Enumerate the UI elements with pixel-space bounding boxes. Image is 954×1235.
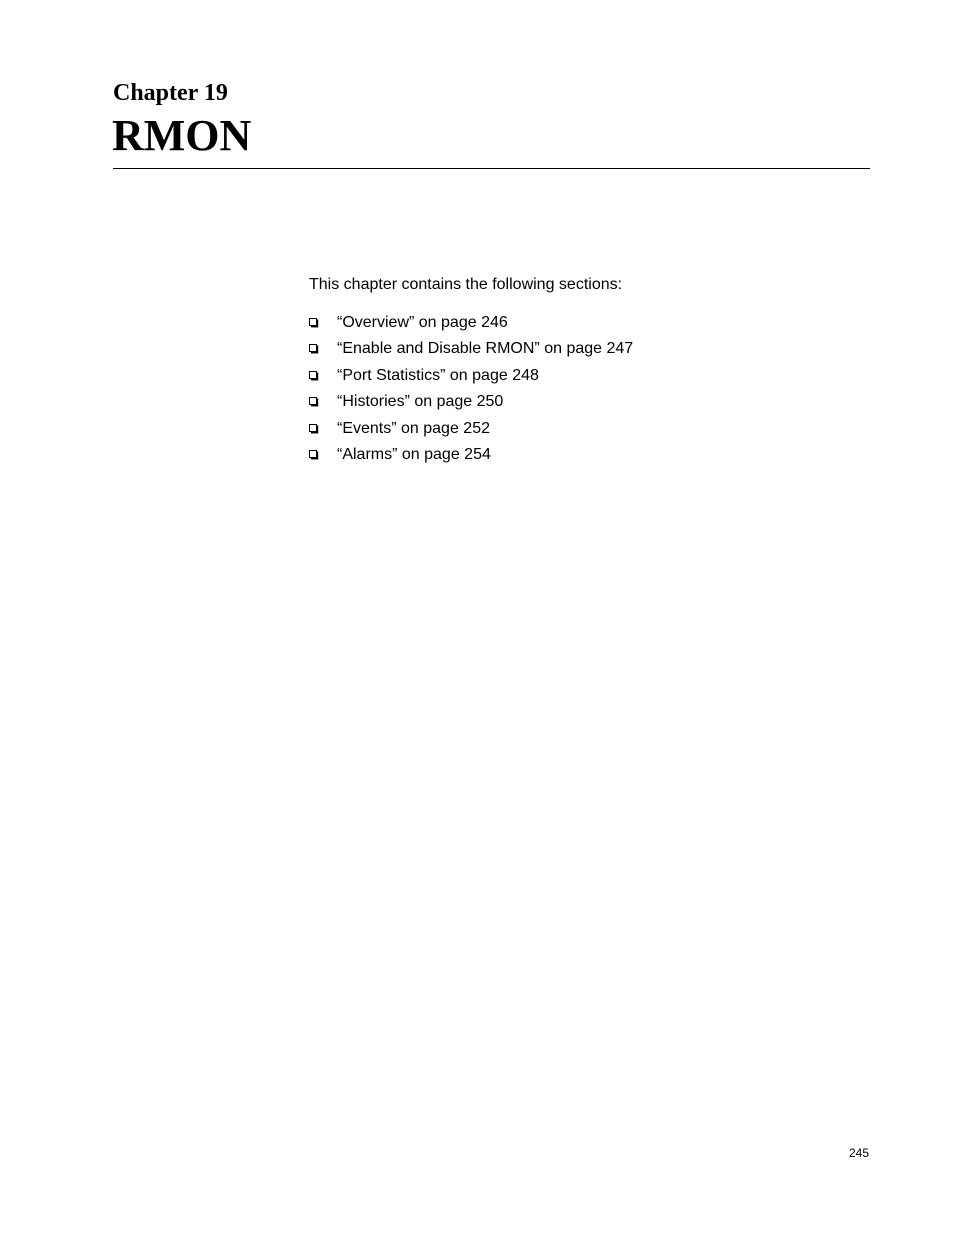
section-link-label: “Histories” on page 250	[337, 393, 504, 411]
section-link-label: “Overview” on page 246	[337, 314, 508, 331]
section-link-label: “Port Statistics” on page 248	[337, 366, 539, 384]
chapter-title: RMON	[112, 111, 252, 160]
section-link-events[interactable]	[309, 419, 633, 445]
section-link-label: “Alarms” on page 254	[337, 445, 491, 463]
intro-text: This chapter contains the following sections:	[309, 276, 623, 293]
section-list	[309, 313, 633, 471]
section-link-histories[interactable]	[309, 392, 633, 418]
square-bullet-icon	[309, 318, 319, 328]
square-bullet-icon	[309, 397, 319, 407]
square-bullet-icon	[309, 371, 319, 381]
page-number: 245	[849, 1146, 870, 1160]
section-link-alarms[interactable]	[309, 445, 633, 471]
square-bullet-icon	[309, 424, 319, 434]
section-link-label: “Enable and Disable RMON” on page 247	[337, 340, 634, 358]
title-divider	[113, 168, 870, 169]
chapter-label: Chapter 19	[113, 80, 228, 106]
section-link-port-statistics[interactable]	[309, 366, 633, 392]
square-bullet-icon	[309, 450, 319, 460]
section-link-label: “Events” on page 252	[337, 419, 490, 437]
section-link-enable-disable-rmon[interactable]	[309, 339, 633, 365]
square-bullet-icon	[309, 344, 319, 354]
section-link-overview[interactable]	[309, 313, 633, 339]
